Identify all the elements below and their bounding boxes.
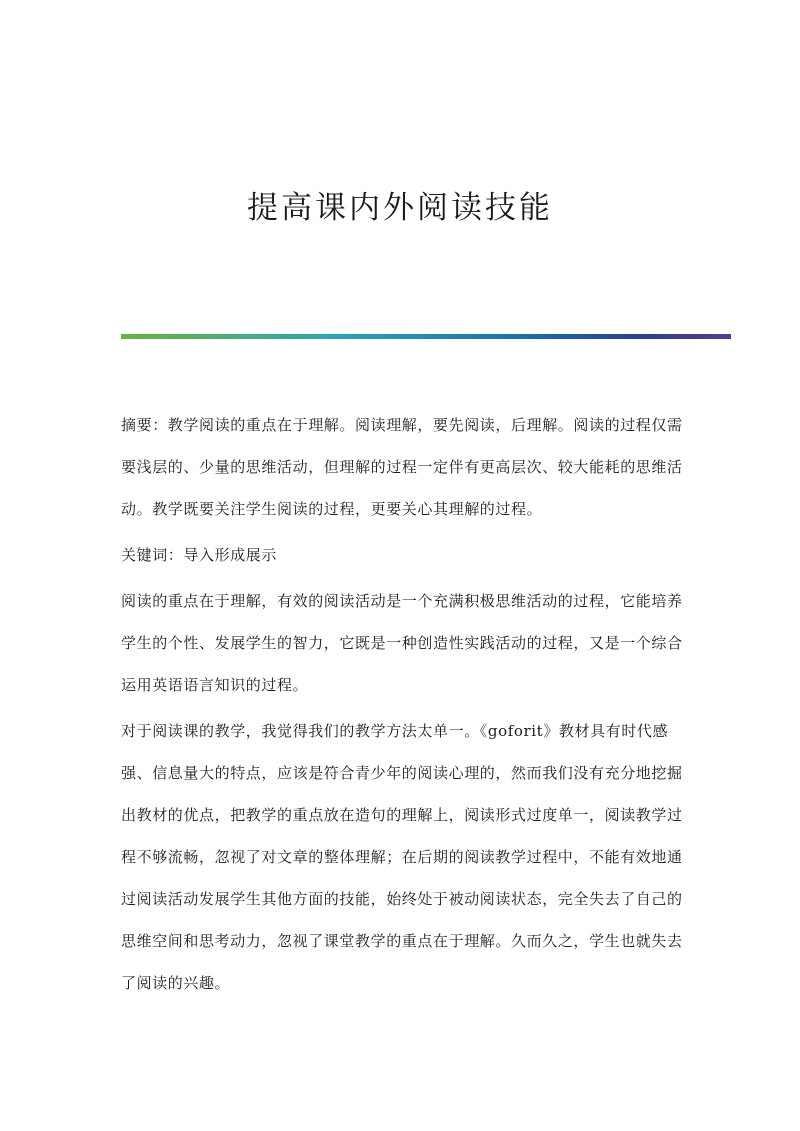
body-paragraph: 阅读的重点在于理解，有效的阅读活动是一个充满积极思维活动的过程，它能培养学生的个性、发展学生的智力，它既是一种创造性实践活动的过程，又是一个综合运用英语语言知识的过程。 <box>121 592 683 694</box>
title-divider <box>121 334 731 339</box>
document-title: 提高课内外阅读技能 <box>247 190 553 226</box>
abstract-paragraph: 摘要：教学阅读的重点在于理解。阅读理解，要先阅读，后理解。阅读的过程仅需要浅层的、少量的思维活动，但理解的过程一定伴有更高层次、较大能耗的思维活动。教学既要关注学生阅读的过程，更要关心其理解的过程。 <box>121 416 683 518</box>
keywords-line: 关键词：导入形成展示 <box>121 546 278 564</box>
body-paragraph: 对于阅读课的教学，我觉得我们的教学方法太单一。《goforit》教材具有时代感强、信息量大的特点，应该是符合青少年的阅读心理的，然而我们没有充分地挖掘出教材的优点，把教学的重点放在造句的理解上，阅读形式过度单一，阅读教学过程不够流畅，忽视了对文章的整体理解；在后期的阅读教学过程中，不能有效地通过阅读活动发展学生其他方面的技能，始终处于被动阅读状态，完全失去了自己的思维空间和思考动力，忽视了课堂教学的重点在于理解。久而久之，学生也就失去了阅读的兴趣。 <box>121 722 683 992</box>
document-body <box>121 404 687 1008</box>
